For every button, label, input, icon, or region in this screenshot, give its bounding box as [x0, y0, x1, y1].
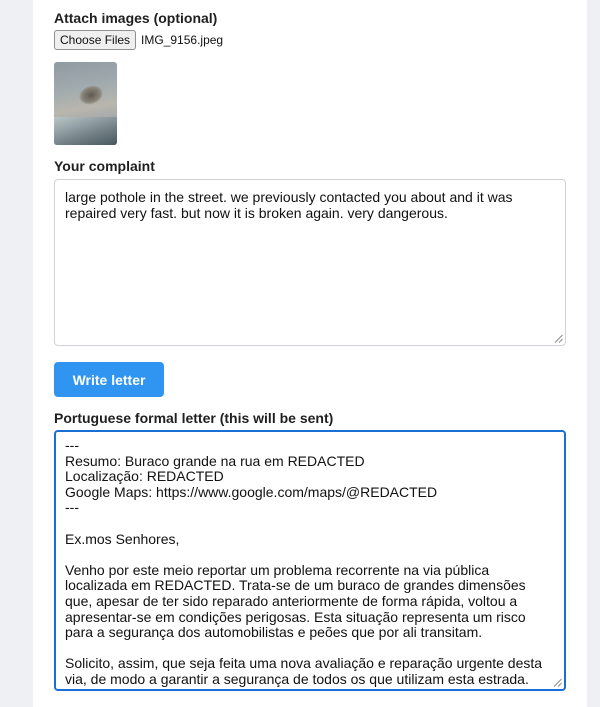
complaint-textarea[interactable]	[54, 179, 566, 346]
choose-files-button[interactable]: Choose Files	[54, 30, 136, 50]
attached-image-thumbnail	[54, 62, 117, 145]
resize-grip-icon[interactable]	[553, 678, 562, 687]
letter-textarea[interactable]	[54, 430, 566, 691]
resize-grip-icon[interactable]	[554, 334, 563, 343]
windshield-glare	[54, 117, 117, 145]
complaint-text: large pothole in the street. we previously contacted you about and it was repaired very fast. but now it is broken again. very dangerous.	[65, 189, 513, 221]
pothole-shape	[77, 82, 106, 107]
selected-file-name: IMG_9156.jpeg	[141, 33, 224, 47]
file-input[interactable]	[54, 30, 223, 50]
letter-text: --- Resumo: Buraco grande na rua em REDACTED Localização: REDACTED Google Maps: https://www.google.com/maps/@REDACTED --- Ex.mos Senhores, Venho por este meio reportar um problema recorrente na via pública localizada em REDACTED. Trata-se de um buraco de grandes dimensões que, apesar de ter sido reparado anteriormente de forma rápida, voltou a apresentar-se em condições perigosas. Esta situação representa um risco para a segurança dos automobilistas e peões que por ali transitam. Solicito, assim, que seja feita uma nova avaliação e reparação urgente desta via, de modo a garantir a segurança de todos os que utilizam esta estrada.	[65, 437, 543, 687]
attach-images-label: Attach images (optional)	[54, 10, 218, 26]
complaint-form-panel	[33, 0, 587, 707]
write-letter-button[interactable]: Write letter	[54, 362, 164, 397]
letter-label: Portuguese formal letter (this will be sent)	[54, 410, 334, 426]
complaint-label: Your complaint	[54, 158, 155, 174]
